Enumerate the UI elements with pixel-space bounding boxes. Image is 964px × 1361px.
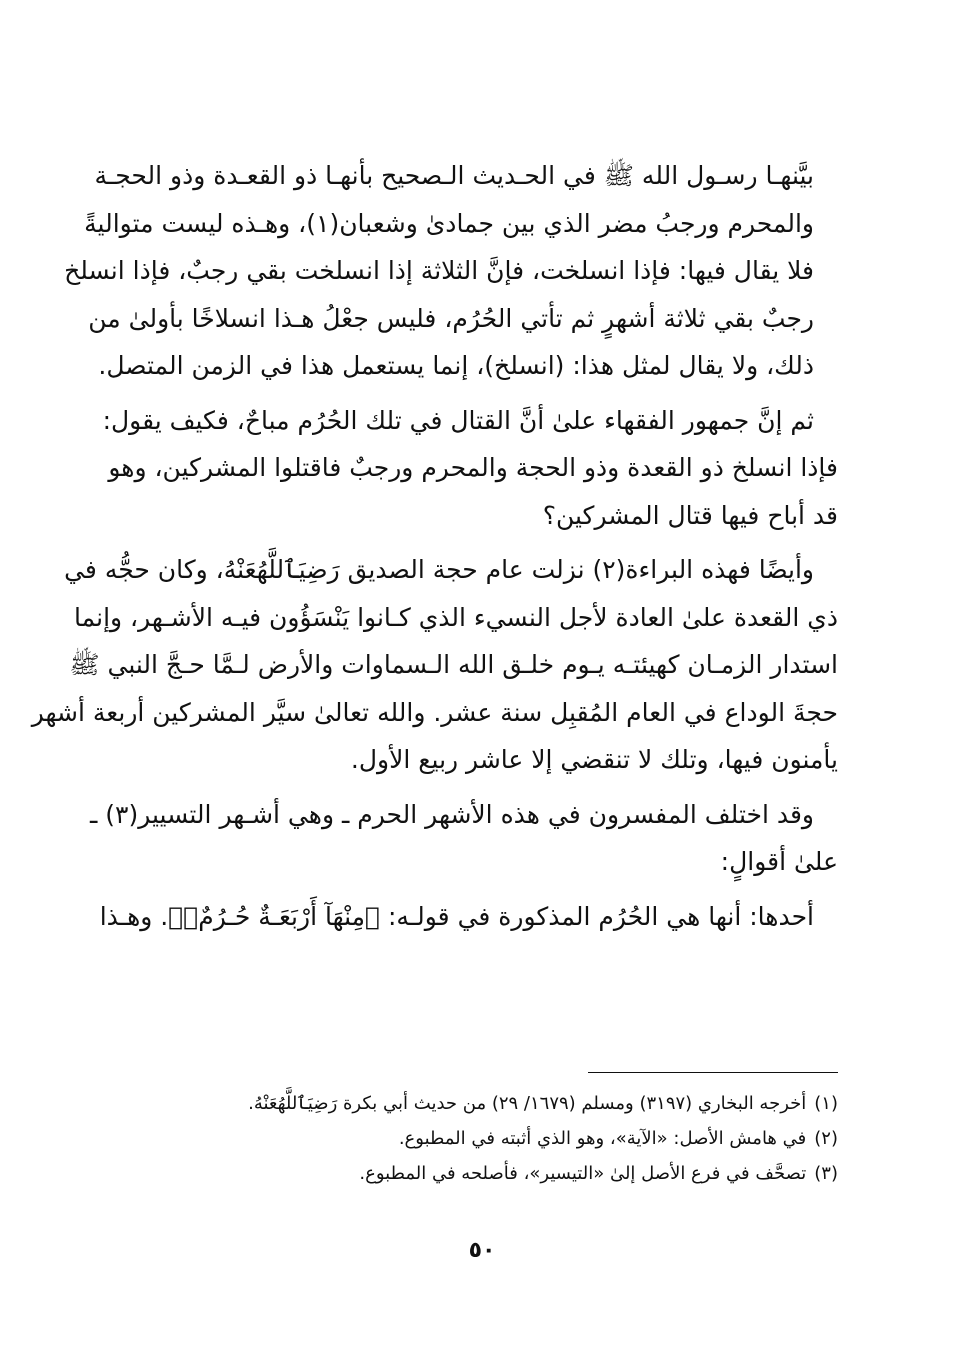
text-line: ذي القعدة علىٰ العادة لأجل النسيء الذي كـانوا يَنْسَؤُون فيـه الأشـهر، وإنما bbox=[74, 602, 838, 632]
text-line: ثم إنَّ جمهور الفقهاء علىٰ أنَّ القتال في تلك الحُرُم مباحٌ، فكيف يقول: bbox=[102, 405, 814, 435]
text-line: استدار الزمـان كهيئتـه يـوم خلـق الله الـسماوات والأرض لـمَّا حـجَّ النبي ﷺ bbox=[69, 650, 838, 679]
text-line: فإذا انسلخ ذو القعدة وذو الحجة والمحرم ورجبٌ فاقتلوا المشركين، وهو bbox=[108, 453, 838, 482]
text-line: وقد اختلف المفسرون في هذه الأشهر الحرم ـ وهي أشـهر التسيير(٣) ـ bbox=[89, 799, 814, 829]
paragraph-1 bbox=[64, 152, 838, 390]
paragraph-5 bbox=[99, 893, 838, 941]
footnote-text: تصحَّف في فرع الأصل إلىٰ «التيسير»، فأصلحه في المطبوع. bbox=[359, 1163, 807, 1184]
paragraph-3 bbox=[31, 546, 838, 784]
footnote-separator bbox=[588, 1072, 838, 1073]
text-line: حجةَ الوداع في العام المُقبِل سنة عشر. والله تعالىٰ سيَّر المشركين أربعة أشهر bbox=[31, 697, 838, 727]
footnote-number: (٢) bbox=[814, 1128, 838, 1149]
page-number: ٥٠ bbox=[468, 1238, 496, 1263]
footnote-text: في هامش الأصل: «الآية»، وهو الذي أثبته في المطبوع. bbox=[398, 1128, 807, 1149]
text-line: ذلك، ولا يقال لمثل هذا: (انسلخ)، إنما يستعمل هذا في الزمن المتصل. bbox=[98, 351, 814, 380]
text-line: بيَّنهـا رسـول الله ﷺ في الحـديث الـصحيح بأنهـا ذو القعـدة وذو الحجـة bbox=[94, 161, 814, 190]
text-line: علىٰ أقوالٍ: bbox=[720, 847, 838, 876]
text-line: وأيضًا فهذه البراءة(٢) نزلت عام حجة الصديق رَضِيَٱللَّهُعَنْهُ، وكان حجُّه في bbox=[64, 555, 814, 584]
footnotes bbox=[128, 1086, 838, 1191]
paragraph-4 bbox=[89, 791, 838, 886]
footnote-1 bbox=[128, 1086, 838, 1121]
text-line: والمحرم ورجبُ مضر الذي بين جمادىٰ وشعبان(١)، وهـذه ليست متواليةً bbox=[84, 208, 814, 238]
footnote-number: (١) bbox=[814, 1093, 838, 1114]
paragraph-2 bbox=[102, 397, 838, 540]
text-line: فلا يقال فيها: فإذا انسلخت، فإنَّ الثلاثة إذا انسلخت بقي رجبٌ، فإذا انسلخ bbox=[64, 256, 814, 285]
text-line: رجبٌ بقي ثلاثة أشهرٍ ثم تأتي الحُرُم، فليس جعْلُ هـذا انسلاخًا بأولىٰ من bbox=[88, 303, 814, 333]
footnote-3 bbox=[128, 1156, 838, 1191]
text-line: يأمنون فيها، وتلك لا تنقضي إلا عاشر ربيع الأول. bbox=[350, 745, 838, 774]
text-line: قد أباح فيها قتال المشركين؟ bbox=[542, 500, 838, 530]
page-body bbox=[31, 152, 838, 947]
footnote-2 bbox=[128, 1121, 838, 1156]
footnote-number: (٣) bbox=[814, 1163, 838, 1184]
text-line: أحدها: أنها هي الحُرُم المذكورة في قولـه: ﴿مِنْهَآ أَرْبَعَـةٌ حُـرُمٌۚ﴾. وهـذا bbox=[99, 901, 814, 931]
footnote-text: أخرجه البخاري (٣١٩٧) ومسلم (١٦٧٩/ ٢٩) من حديث أبي بكرة رَضِيَٱللَّهُعَنْهُ. bbox=[248, 1093, 807, 1114]
